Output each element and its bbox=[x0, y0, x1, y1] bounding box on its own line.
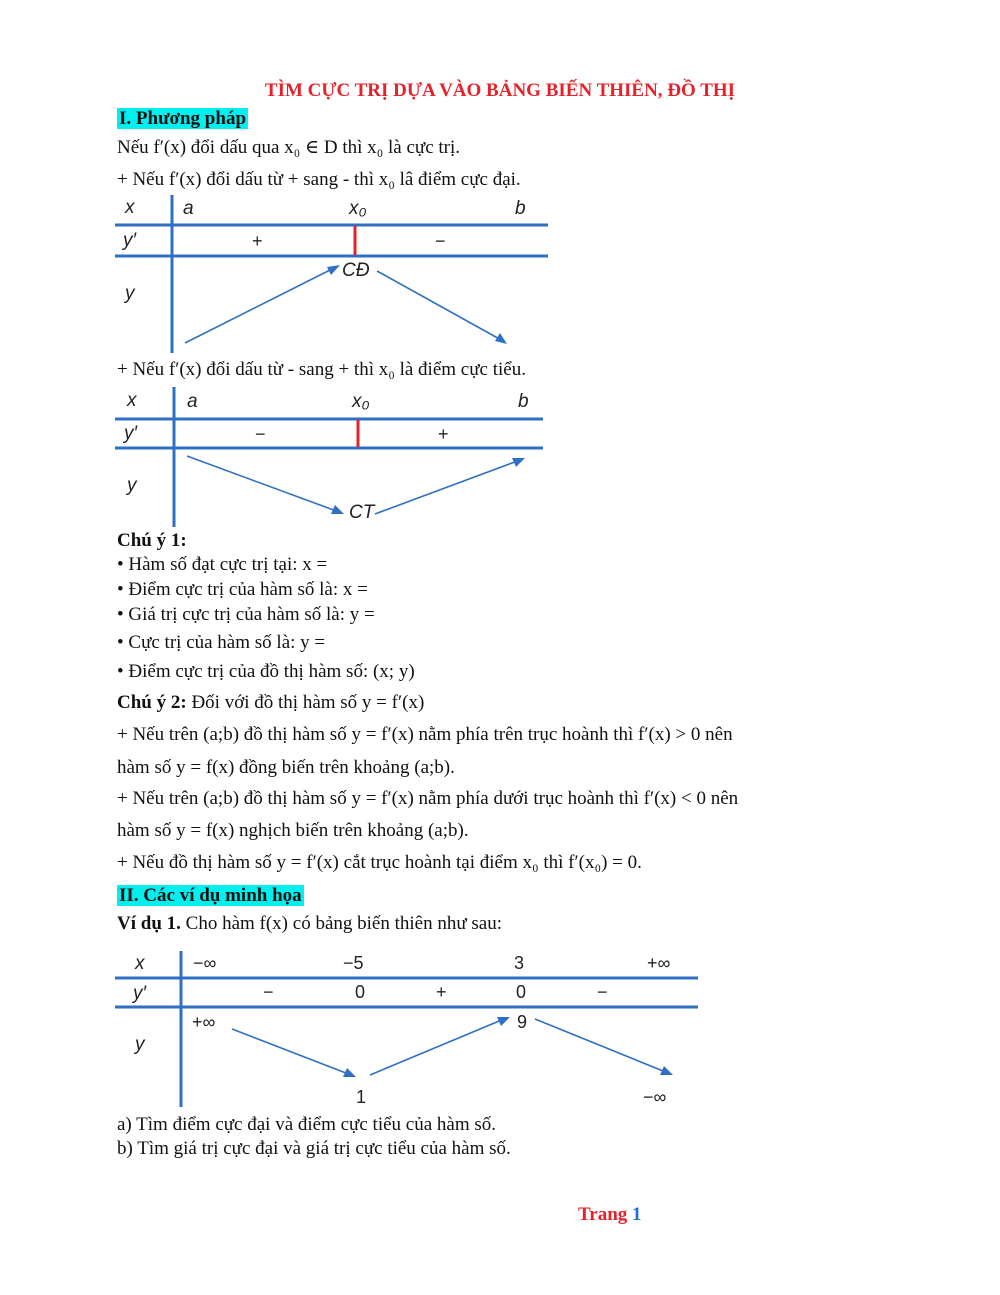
increasing-arrow bbox=[375, 460, 520, 514]
sign-minus: − bbox=[255, 424, 266, 444]
sign-plus: + bbox=[252, 231, 263, 251]
note1-item: • Hàm số đạt cực trị tại: x = bbox=[117, 554, 328, 575]
method-line-2: + Nếu f′(x) đổi dấu từ + sang - thì x₀ lâ điểm cực đại. bbox=[117, 169, 521, 190]
derivative-sign: − bbox=[597, 982, 608, 1002]
label-x: x bbox=[135, 953, 145, 974]
note2-line: + Nếu trên (a;b) đồ thị hàm số y = f′(x) nằm phía dưới trục hoành thì f′(x) < 0 nên bbox=[117, 788, 739, 809]
x-value-x0: x₀ bbox=[349, 198, 367, 219]
derivative-sign: − bbox=[263, 982, 274, 1002]
x-value-x0: x₀ bbox=[352, 391, 370, 412]
x-value: 3 bbox=[514, 953, 525, 973]
page-title: TÌM CỰC TRỊ DỰA VÀO BẢNG BIẾN THIÊN, ĐỒ THỊ bbox=[264, 80, 736, 101]
x-value: −∞ bbox=[193, 953, 217, 973]
note2-line: + Nếu đồ thị hàm số y = f′(x) cắt trục hoành tại điểm x₀ thì f′(x₀) = 0. bbox=[117, 852, 642, 873]
note2-line: hàm số y = f(x) đồng biến trên khoảng (a;b). bbox=[117, 757, 455, 778]
note1-item: • Giá trị cực trị của hàm số là: y = bbox=[117, 604, 375, 625]
note2-intro: Chú ý 2: Đối với đồ thị hàm số y = f′(x) bbox=[117, 692, 425, 713]
label-y-prime: y′ bbox=[133, 983, 147, 1004]
note1-item: • Điểm cực trị của hàm số là: x = bbox=[117, 579, 368, 600]
extremum-label: CT bbox=[349, 502, 375, 523]
extremum-label: CĐ bbox=[342, 260, 370, 281]
derivative-zero: 0 bbox=[516, 982, 527, 1002]
question-b: b) Tìm giá trị cực đại và giá trị cực tiểu của hàm số. bbox=[117, 1138, 511, 1159]
x-value-a: a bbox=[187, 391, 198, 412]
label-y-prime: y′ bbox=[124, 423, 138, 444]
y-value: +∞ bbox=[192, 1012, 216, 1032]
question-a: a) Tìm điểm cực đại và điểm cực tiểu của hàm số. bbox=[117, 1114, 496, 1135]
decreasing-arrow bbox=[535, 1019, 668, 1073]
section-heading-method: I. Phương pháp bbox=[119, 108, 247, 129]
label-y-prime: y′ bbox=[123, 230, 137, 251]
decreasing-arrow bbox=[232, 1029, 351, 1075]
derivative-sign: + bbox=[436, 982, 447, 1002]
y-value: 1 bbox=[356, 1087, 367, 1107]
note2-line: hàm số y = f(x) nghịch biến trên khoảng (a;b). bbox=[117, 820, 469, 841]
derivative-zero: 0 bbox=[355, 982, 366, 1002]
y-value: 9 bbox=[517, 1012, 528, 1032]
example-1-intro: Ví dụ 1. Cho hàm f(x) có bảng biến thiên như sau: bbox=[117, 913, 502, 934]
note1-item: • Cực trị của hàm số là: y = bbox=[117, 632, 326, 653]
sign-minus: − bbox=[435, 231, 446, 251]
decreasing-arrow bbox=[377, 271, 503, 341]
method-line-1: Nếu f′(x) đổi dấu qua x₀ ∈ D thì x₀ là cực trị. bbox=[117, 137, 461, 158]
x-value-a: a bbox=[183, 198, 194, 219]
label-x: x bbox=[127, 390, 137, 411]
label-y: y bbox=[127, 475, 137, 496]
increasing-arrow bbox=[185, 267, 336, 343]
x-value-b: b bbox=[518, 391, 529, 412]
decreasing-arrow bbox=[187, 456, 339, 512]
note1-heading: Chú ý 1: bbox=[117, 530, 187, 551]
x-value: −5 bbox=[343, 953, 364, 973]
label-y: y bbox=[125, 283, 135, 304]
y-value: −∞ bbox=[643, 1087, 667, 1107]
x-value: +∞ bbox=[647, 953, 671, 973]
page-number: Trang 1 bbox=[578, 1204, 642, 1225]
increasing-arrow bbox=[370, 1019, 504, 1075]
note1-item: • Điểm cực trị của đồ thị hàm số: (x; y) bbox=[117, 661, 415, 682]
x-value-b: b bbox=[515, 198, 526, 219]
note2-line: + Nếu trên (a;b) đồ thị hàm số y = f′(x) nằm phía trên trục hoành thì f′(x) > 0 nên bbox=[117, 724, 733, 745]
section-heading-examples: II. Các ví dụ minh họa bbox=[119, 885, 302, 906]
label-y: y bbox=[135, 1034, 145, 1055]
label-x: x bbox=[125, 197, 135, 218]
sign-plus: + bbox=[438, 424, 449, 444]
method-line-3: + Nếu f′(x) đổi dấu từ - sang + thì x₀ là điểm cực tiểu. bbox=[117, 359, 526, 380]
